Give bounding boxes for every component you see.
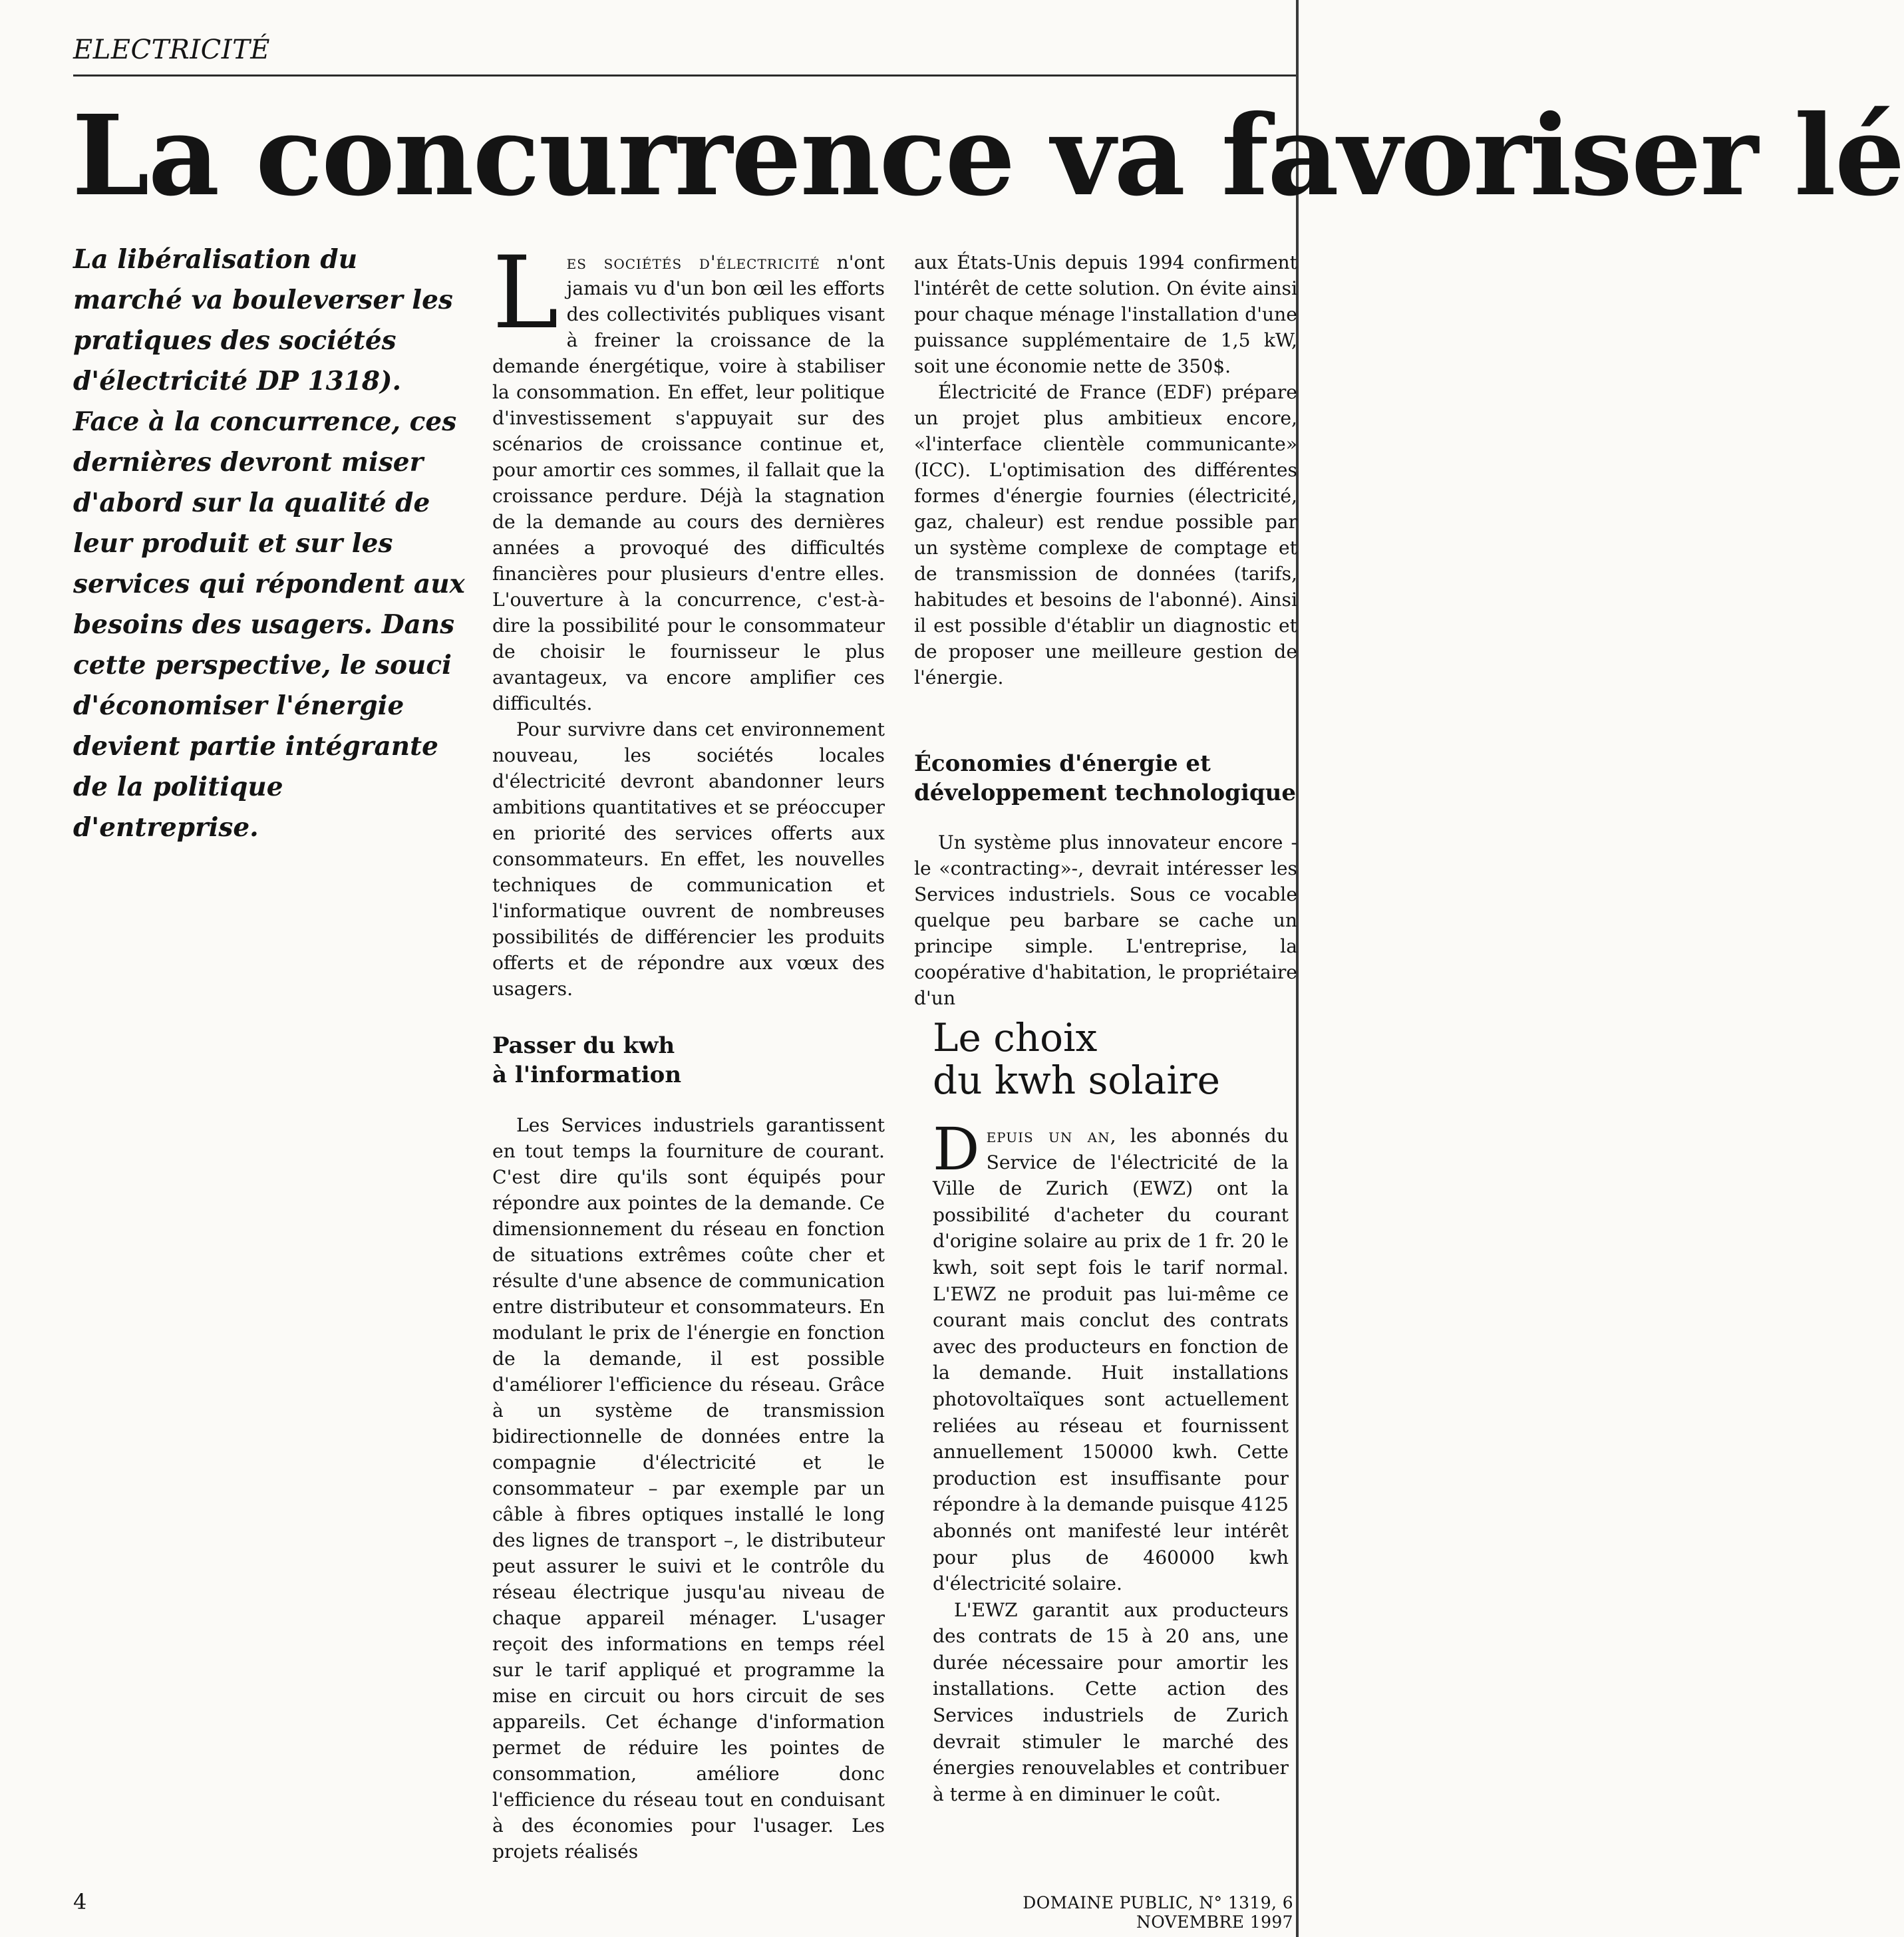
page-number: 4	[73, 1889, 87, 1914]
sidebar-title	[933, 1016, 1292, 1102]
drop-cap: L	[492, 235, 559, 351]
body-paragraph: Pour survivre dans cet environnement nouveau, les sociétés locales d'électricité devront abandonner leurs ambitions quantitatives et se préoccuper en priorité des services offerts aux consommateurs. En effet, les nouvelles techniques de communication et l'informatique ouvrent de nombreuses possibilités de différencier les produits offerts et de répondre aux vœux des usagers.	[492, 718, 885, 1000]
small-caps-opening: epuis un an	[986, 1125, 1110, 1147]
subhead-line: à l'information	[492, 1062, 682, 1088]
subhead-energy-savings	[914, 749, 1297, 808]
body-column-3	[914, 249, 1297, 690]
subhead-line: Économies d'énergie et	[914, 750, 1211, 777]
body-column-3-lower	[914, 829, 1297, 1011]
subhead-line: Passer du kwh	[492, 1032, 675, 1059]
body-paragraph: Un système plus innovateur encore - le «contracting»-, devrait intéresser les Services industriels. Sous ce vocable quelque peu barbare se cache un principe simple. L'entreprise, la coopérative d'habitation, le propriétaire d'un	[914, 831, 1297, 1009]
lead-paragraph-2: Face à la concurrence, ces dernières devront miser d'abord sur la qualité de leur produit et sur les services qui répondent aux besoins des usagers. Dans cette perspective, le souci d'économiser l'énergie devient partie intégrante de la politique d'entreprise.	[73, 406, 465, 843]
body-paragraph	[933, 1115, 1289, 1597]
small-caps-opening: es sociétés d'électricité	[566, 251, 820, 273]
sidebar-body	[933, 1115, 1289, 1807]
article-headline: La concurrence va favoriser lé	[72, 91, 1904, 221]
section-rubric: ELECTRICITÉ	[73, 35, 270, 65]
publication-footer: DOMAINE PUBLIC, N° 1319, 6 NOVEMBRE 1997	[1023, 1893, 1293, 1932]
sidebar-title-line: Le choix	[933, 1015, 1098, 1060]
top-rule	[73, 74, 1297, 76]
article-lead	[73, 239, 472, 848]
paragraph-text: , les abonnés du Service de l'électricité de la Ville de Zurich (EWZ) ont la possibilité d'acheter du courant d'origine solaire au prix de 1 fr. 20 le kwh, soit sept fois le tarif normal. L'EWZ ne produit pas lui-même ce courant mais conclut des contrats avec des producteurs en fonction de la demande. Huit installations photovoltaïques sont actuellement reliées au réseau et fournissent annuellement 150000 kwh. Cette production est insuffisante pour répondre à la demande puisque 4125 abonnés ont manifesté leur intérêt pour plus de 460000 kwh d'électricité solaire.	[933, 1125, 1289, 1595]
body-paragraph: Électricité de France (EDF) prépare un projet plus ambitieux encore, «l'interface clientèle communicante» (ICC). L'optimisation des différentes formes d'énergie fournies (électricité, gaz, chaleur) est rendue possible par un système complexe de comptage et de transmission de données (tarifs, habitudes et besoins de l'abonné). Ainsi il est possible d'établir un diagnostic et de proposer une meilleure gestion de l'énergie.	[914, 381, 1297, 688]
body-column-2	[492, 235, 885, 1002]
body-paragraph: aux États-Unis depuis 1994 confirment l'intérêt de cette solution. On évite ainsi pour chaque ménage l'installation d'une puissance supplémentaire de 1,5 kW, soit une économie nette de 350$.	[914, 251, 1297, 377]
drop-cap: D	[933, 1115, 980, 1183]
subhead-kwh-information	[492, 1031, 865, 1090]
subhead-line: développement technologique	[914, 780, 1296, 806]
paragraph-text: n'ont jamais vu d'un bon œil les efforts des collectivités publiques visant à freiner la croissance de la demande énergétique, voire à stabiliser la consommation. En effet, leur politique d'investissement s'appuyait sur des scénarios de croissance continue et, pour amortir ces sommes, il fallait que la croissance perdure. Déjà la stagnation de la demande au cours des dernières années a provoqué des difficultés financières pour plusieurs d'entre elles. L'ouverture à la concurrence, c'est-à-dire la possibilité pour le consommateur de choisir le fournisseur le plus avantageux, va encore amplifier ces difficultés.	[492, 251, 885, 714]
body-column-2-lower	[492, 1112, 885, 1864]
body-paragraph: Les Services industriels garantissent en tout temps la fourniture de courant. C'est dire qu'ils sont équipés pour répondre aux pointes de la demande. Ce dimensionnement du réseau en fonction de situations extrêmes coûte cher et résulte d'une absence de communication entre distributeur et consommateurs. En modulant le prix de l'énergie en fonction de la demande, il est possible d'améliorer l'efficience du réseau. Grâce à un système de transmission bidirectionnelle de données entre la compagnie d'électricité et le consommateur – par exemple par un câble à fibres optiques installé le long des lignes de transport –, le distributeur peut assurer le suivi et le contrôle du réseau électrique jusqu'au niveau de chaque appareil ménager. L'usager reçoit des informations en temps réel sur le tarif appliqué et programme la mise en circuit ou hors circuit de ses appareils. Cet échange d'information permet de réduire les pointes de consommation, améliore donc l'efficience du réseau tout en conduisant à des économies pour l'usager. Les projets réalisés	[492, 1114, 885, 1862]
sidebar-title-line: du kwh solaire	[933, 1058, 1220, 1103]
body-paragraph: L'EWZ garantit aux producteurs des contrats de 15 à 20 ans, une durée nécessaire pour amortir les installations. Cette action des Services industriels de Zurich devrait stimuler le marché des énergies renouvelables et contribuer à terme à en diminuer le coût.	[933, 1598, 1289, 1805]
body-paragraph	[492, 235, 885, 716]
lead-paragraph-1: La libéralisation du marché va bouleverser les pratiques des sociétés d'électricité DP 1318).	[73, 244, 453, 396]
